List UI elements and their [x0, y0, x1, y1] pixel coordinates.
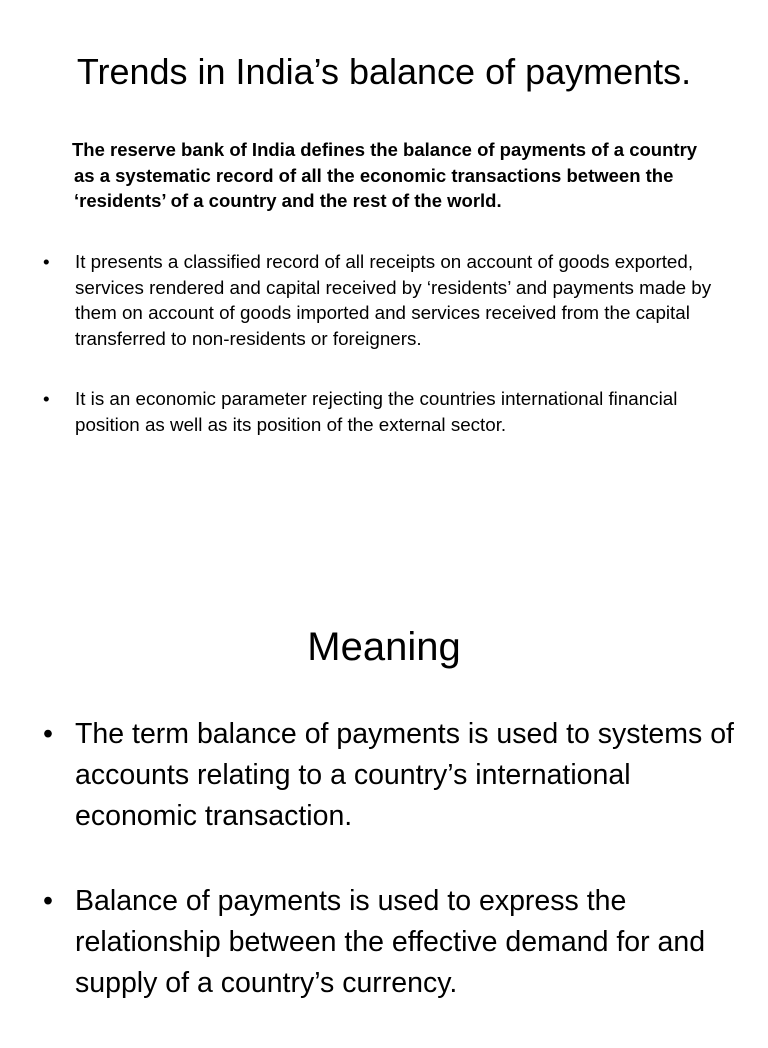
bullet-text: Balance of payments is used to express the relationship between the effective demand for and supply of a country’s currency. — [75, 885, 706, 999]
bullet-list — [43, 249, 733, 472]
bullet-icon: • — [43, 885, 53, 917]
bullet-list — [43, 714, 743, 1048]
slide-title: Trends in India’s balance of payments. — [76, 51, 692, 92]
list-item — [43, 714, 743, 837]
bullet-icon: • — [43, 718, 53, 750]
intro-paragraph: The reserve bank of India defines the balance of payments of a country as a systematic record of all the economic transactions between the ‘residents’ of a country and the rest of the world. — [72, 139, 698, 211]
list-item — [43, 881, 743, 1004]
bullet-text: The term balance of payments is used to systems of accounts relating to a country’s international economic transaction. — [75, 718, 734, 832]
slide-trends — [0, 0, 768, 512]
list-item — [43, 249, 733, 351]
bullet-text: It is an economic parameter rejecting the countries international financial position as well as its position of the external sector. — [75, 388, 678, 435]
bullet-text: It presents a classified record of all receipts on account of goods exported, services rendered and capital received by ‘residents’ and payments made by them on account of goods imported and services received from the capital transferred to non-residents or foreigners. — [75, 251, 712, 349]
list-item — [43, 386, 733, 437]
slide-meaning — [0, 512, 768, 1024]
bullet-icon: • — [43, 388, 50, 409]
slide-title: Meaning — [307, 625, 461, 669]
bullet-icon: • — [43, 251, 50, 272]
